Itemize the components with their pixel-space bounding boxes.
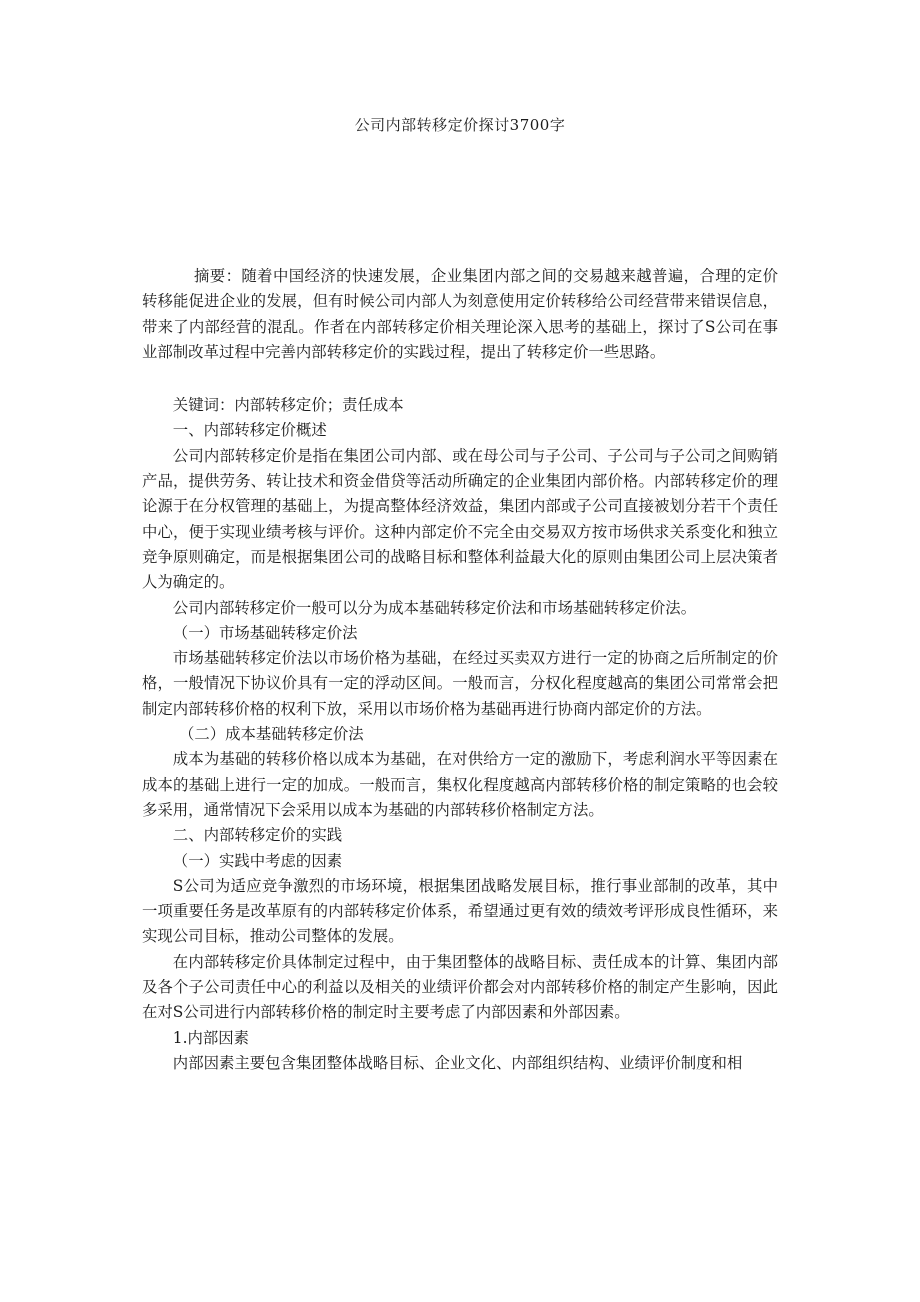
subsection-1-paragraph: 市场基础转移定价法以市场价格为基础，在经过买卖双方进行一定的协商之后所制定的价格，一般情况下协议价具有一定的浮动区间。一般而言，分权化程度越高的集团公司常常会把制定内部转移价格的权利下放，采用以市场价格为基础再进行协商内部定价的方法。	[142, 649, 778, 718]
section-1-heading: 一、内部转移定价概述	[172, 421, 327, 440]
spacer	[142, 365, 778, 393]
item-1-paragraph: 内部因素主要包含集团整体战略目标、企业文化、内部组织结构、业绩评价制度和相	[172, 1053, 743, 1072]
document-title: 公司内部转移定价探讨3700字	[354, 116, 566, 134]
subsection-3-paragraph-2: 在内部转移定价具体制定过程中，由于集团整体的战略目标、责任成本的计算、集团内部及各个子公司责任中心的利益以及相关的业绩评价都会对内部转移价格的制定产生影响，因此在对S公司进行内部转移价格的制定时主要考虑了内部因素和外部因素。	[142, 952, 778, 1022]
subsection-3-paragraph-1: S公司为适应竞争激烈的市场环境，根据集团战略发展目标，推行事业部制的改革，其中一项重要任务是改革原有的内部转移定价体系，希望通过更有效的绩效考评形成良性循环，来实现公司目标，推动公司整体的发展。	[142, 876, 778, 946]
section-1-paragraph-2: 公司内部转移定价一般可以分为成本基础转移定价法和市场基础转移定价法。	[172, 598, 697, 617]
subsection-3-heading: （一）实践中考虑的因素	[172, 851, 343, 870]
subsection-2-paragraph: 成本为基础的转移价格以成本为基础，在对供给方一定的激励下，考虑利润水平等因素在成本的基础上进行一定的加成。一般而言，集权化程度越高内部转移价格的制定策略的也会较多采用，通常情况下会采用以成本为基础的内部转移价格制定方法。	[142, 750, 778, 819]
document-body	[142, 264, 778, 1076]
section-1-paragraph-1: 公司内部转移定价是指在集团公司内部、或在母公司与子公司、子公司与子公司之间购销产品，提供劳务、转让技术和资金借贷等活动所确定的企业集团内部价格。内部转移定价的理论源于在分权管理的基础上，为提高整体经济效益，集团内部或子公司直接被划分若干个责任中心，便于实现业绩考核与评价。这种内部定价不完全由交易双方按市场供求关系变化和独立竞争原则确定，而是根据集团公司的战略目标和整体利益最大化的原则由集团公司上层决策者人为确定的。	[142, 446, 778, 592]
subsection-1-heading: （一）市场基础转移定价法	[172, 623, 358, 642]
keywords-line: 关键词：内部转移定价；责任成本	[172, 396, 404, 415]
abstract-paragraph: 摘要：随着中国经济的快速发展，企业集团内部之间的交易越来越普遍，合理的定价转移能促进企业的发展，但有时候公司内部人为刻意使用定价转移给公司经营带来错误信息，带来了内部经营的混乱。作者在内部转移定价相关理论深入思考的基础上，探讨了S公司在事业部制改革过程中完善内部转移定价的实践过程，提出了转移定价一些思路。	[142, 267, 778, 361]
subsection-2-heading: （二）成本基础转移定价法	[178, 725, 364, 744]
section-2-heading: 二、内部转移定价的实践	[172, 826, 343, 845]
item-1-heading: 1.内部因素	[172, 1028, 250, 1047]
